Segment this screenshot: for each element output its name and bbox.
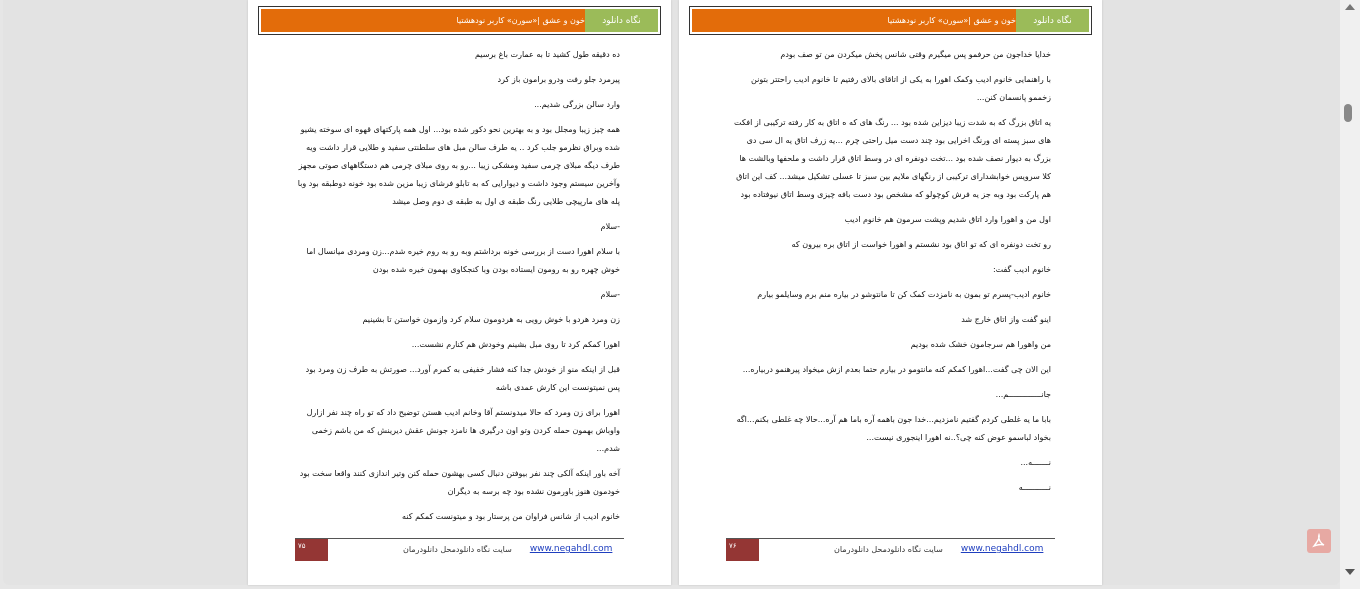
paragraph: خانوم ادیب-پسرم تو بمون به نامزدت کمک کن تا مانتوشو در بیاره منم برم وسایلمو بیارم [757, 290, 1051, 299]
paragraph: رو تخت دونفره ای که تو اتاق بود نشستم و اهورا خواست از اتاق بره بیرون که [791, 240, 1051, 249]
paragraph: وارد سالن بزرگی شدیم... [534, 100, 620, 109]
paragraph: -سلام [600, 290, 620, 299]
paragraph: بابا ما یه غلطی کردم گفتیم نامزدیم...خدا جون باهمه آره باما هم آره...حالا چه غلطی بکنم...اگه بخواد لباسمو عوض کنه چی؟..نه اهورا اینجوری نیست... [736, 415, 1051, 442]
header-brand: نگاه دانلود [585, 9, 658, 32]
paragraph: خانوم ادیب گفت: [992, 265, 1051, 274]
paragraph: با سلام اهورا دست از بررسی خونه برداشتم وبه رو به روم خیره شدم...زن ومردی میانسال اما خوش چهره رو به رومون ایستاده بودن وبا کنجکاوی بهمون خیره شده بودن [306, 247, 620, 274]
header-title: خون و عشق |«سورن» کاربر نودهشتیا [261, 9, 585, 32]
paragraph: قبل از اینکه منو از خودش جدا کنه فشار خفیفی به کمرم آورد... صورتش به طرف زن ومرد بود پس نمیتونست این کارش عمدی باشه [305, 365, 620, 392]
page-number: ۷۵ [295, 539, 328, 561]
paragraph: خانوم ادیب از شانس فراوان من پرستار بود و میتونست کمکم کنه [402, 512, 620, 521]
paragraph: این الان چی گفت...اهورا کمکم کنه مانتومو در بیارم حتما بعدم ازش میخواد پیرهنمو دربیاره... [742, 365, 1051, 374]
page-header [689, 6, 1092, 35]
paragraph: آخه باور اینکه آلکی چند نفر بیوفتن دنبال کسی بهشون حمله کنن وتیر اندازی کنند واقعا سخت بود خودمون هنوز باورمون نشده بود چه برسه به دیگران [299, 469, 620, 496]
scroll-down-arrow-icon[interactable] [1345, 569, 1355, 575]
vertical-scrollbar[interactable] [1340, 0, 1360, 589]
pdf-icon[interactable] [1307, 529, 1331, 553]
paragraph: پیرمرد جلو رفت ودرو برامون باز کرد [497, 75, 620, 84]
page-footer [726, 538, 1055, 562]
footer-url-link[interactable]: www.negahdl.com [960, 544, 1044, 554]
paragraph: -سلام [600, 222, 620, 231]
paragraph: زن ومرد هردو با خوش رویی به هردومون سلام کرد وازمون خواستن تا بشینیم [362, 315, 620, 324]
footer-site-text: سایت نگاه دانلودمحل دانلودرمان [834, 545, 943, 554]
pdf-viewer [3, 0, 1340, 585]
footer-site-text: سایت نگاه دانلودمحل دانلودرمان [403, 545, 512, 554]
header-brand: نگاه دانلود [1016, 9, 1089, 32]
page-body [731, 46, 1051, 504]
paragraph: با راهنمایی خانوم ادیب وکمک اهورا به یکی از اتاقای بالای رفتیم تا خانوم ادیب راحتتر بتونن زخممو پانسمان کنن... [751, 75, 1051, 102]
paragraph: نـــــــه... [1020, 458, 1051, 467]
paragraph: اهورا کمکم کرد تا روی مبل بشینم وخودش هم کنارم نشست... [411, 340, 620, 349]
page-footer [295, 538, 624, 562]
paragraph: اهورا برای زن ومرد که حالا میدونستم آقا وخانم ادیب هستن توضیح داد که تو راه چند نفر ازارل واوباش بهمون حمله کردن وتو اون درگیری ها نامزد جونش عقش دیرینش که من باشم زخمی شدم... [306, 408, 620, 453]
paragraph: یه اتاق بزرگ که به شدت زیبا دیزاین شده بود ... رنگ های که ه اتاق به کار رفته ترکیبی از افکت های سبز پسته ای ورنگ اخرایی بود چند دست میل راحتی چرم ...یه زرف اتاق یه ال سی دی بزرگ به دیوار نصف شده بود ...تخت دونفره ای در وسط اتاق قرار داشت و ملحفها وبالشت ها کلا سرویس خوابشدارای ترکیبی از رنگهای ملایم بین سبز تا عسلی تشکیل میشد... کف این اتاق هم پارکت بود وبه جز یه فرش کوچولو که مشخص بود دست بافه چیزی وسط اتاق نیوفتاده بود [734, 118, 1051, 199]
scroll-up-arrow-icon[interactable] [1345, 4, 1355, 10]
paragraph: خدایا خداجون من حرفمو پس میگیرم وقتی شانس پخش میکردن من تو صف بودم [780, 50, 1051, 59]
paragraph: اینو گفت واز اتاق خارج شد [961, 315, 1051, 324]
page-number: ۷۶ [726, 539, 759, 561]
paragraph: نـــــــــــه [1018, 483, 1051, 492]
footer-url-link[interactable]: www.negahdl.com [529, 544, 613, 554]
paragraph: اول من و اهورا وارد اتاق شدیم وپشت سرمون هم خانوم ادیب [844, 215, 1051, 224]
paragraph: جانــــــــــــــم... [995, 390, 1051, 399]
pdf-glyph-icon [1311, 533, 1327, 549]
paragraph: من واهورا هم سرجامون خشک شده بودیم [910, 340, 1051, 349]
paragraph: همه چیز زیبا ومجلل بود و به بهترین نحو دکور شده بود... اول همه پارکتهای قهوه ای سوخته یشیو شده وبراق نظرمو جلب کرد .. یه طرف سالن مبل های سلطنتی سفید و طلایی قرار داشت ویه طرف دیگه مبلای چرمی سفید ومشکی زیبا ...رو به روی مبلای چرمی هم دستگاههای صوتی مجهز وآخرین سیستم وجود داشت و دیوارایی که به تابلو فرشای زیبا مزین شده بود خونه دوطبقه بود وبا پله های مارپیچی طلایی رنگ طبقه ی اول به طبقه ی دوم وصل میشد [297, 125, 620, 206]
page-header [258, 6, 661, 35]
header-title: خون و عشق |«سورن» کاربر نودهشتیا [692, 9, 1016, 32]
page-76 [679, 0, 1102, 585]
paragraph: ده دقیقه طول کشید تا به عمارت باغ برسیم [474, 50, 620, 59]
scrollbar-thumb[interactable] [1344, 104, 1352, 122]
page-body [295, 46, 620, 533]
page-75 [248, 0, 671, 585]
